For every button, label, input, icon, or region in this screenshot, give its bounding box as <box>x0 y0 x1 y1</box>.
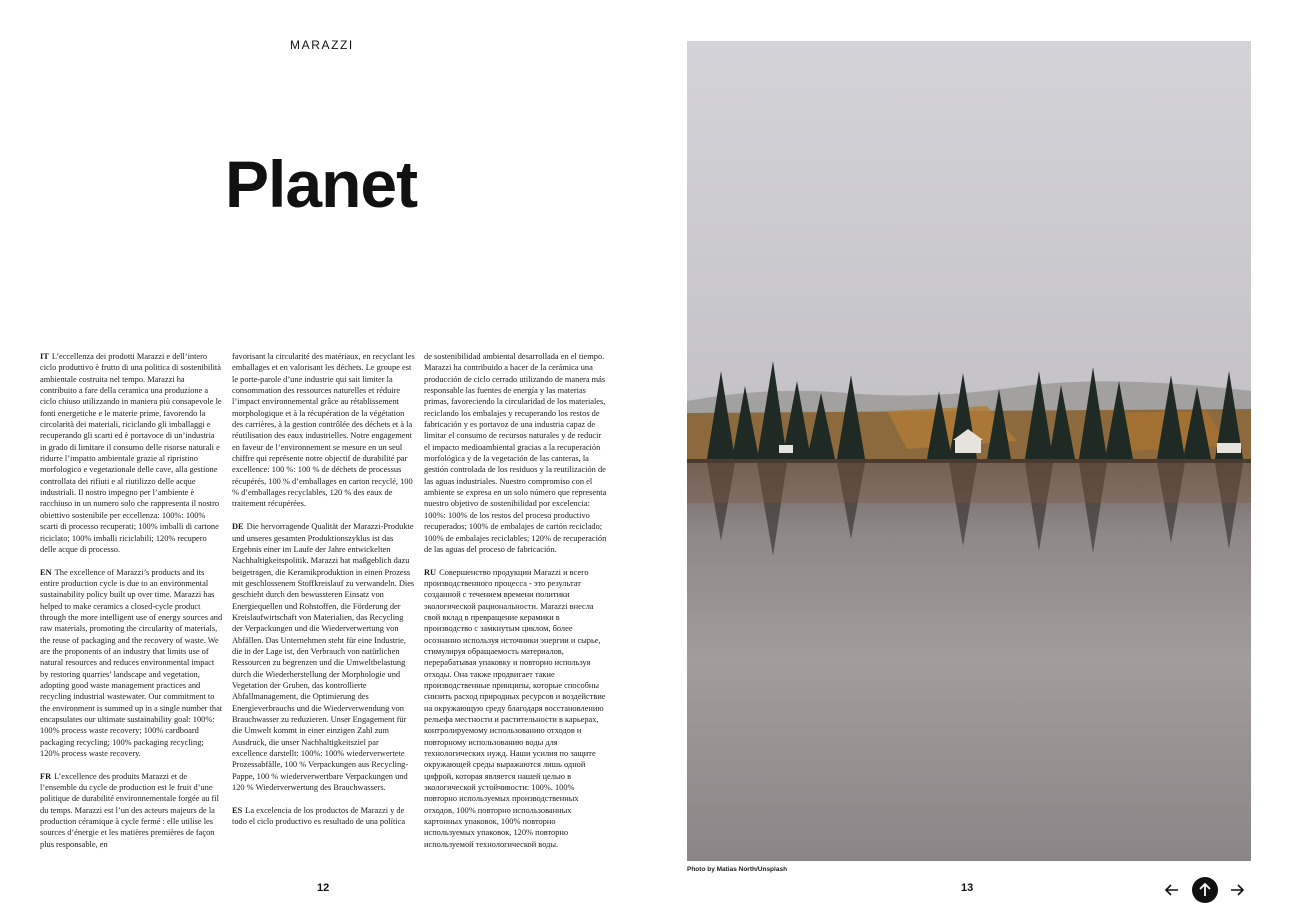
text-column-3 <box>424 351 607 866</box>
paragraph-text: Die hervorragende Qualität der Marazzi-Produkte und unseres gesamten Produktionszyklus ist das Ergebnis einer im Laufe der Jahre entwickelten Nachhaltigkeitspolitik. Marazzi hat maßgeblich dazu beigetragen, die Keramikproduktion in einen Prozess mit geschlossenem Stoffkreislauf zu verwandeln. Dies geschieht durch den bewussteren Einsatz von Energiequellen und Rohstoffen, die Förderung der Kreislaufwirtschaft von Materialien, das Recycling der Verpackungen und die Wiederverwertung von Abfällen. Das Unternehmen steht für eine Industrie, die in der Lage ist, den Verbrauch von natürlichen Ressourcen zu begrenzen und die Umweltbelastung durch die Wiederherstellung der Morphologie und Vegetation der Gruben, das kontrollierte Abfallmanagement, die Optimierung des Energieverbrauchs und die Wiederverwendung von Brauchwasser zu reduzieren. Unser Engagement für die Umwelt kommt in einer einzigen Zahl zum Ausdruck, die unser Nachhaltigkeitsziel par excellence darstellt: 100%: 100% wiederverwertete Prozessabfälle, 100 % Verpackungen aus Recycling-Pappe, 100 % wiederverwertbare Verpackungen und 120 % Wiederverwertung des Brauchwassers. <box>232 522 415 793</box>
language-tag: DE <box>232 522 244 532</box>
arrow-left-icon <box>1165 884 1179 896</box>
paragraph-text: L’excellence des produits Marazzi et de l’ensemble du cycle de production est le fruit d’une politique de durabilité environnementale forgée au fil du temps. Marazzi est l’un des acteurs majeurs de la production céramique à cycle fermé : elle utilise les sources d’énergie et les matières premières de façon plus responsable, en <box>40 771 219 849</box>
paragraph-fr <box>40 771 223 850</box>
text-column-1 <box>40 351 223 866</box>
page-number-right: 13 <box>961 882 974 894</box>
paragraph-fr-continued <box>232 351 415 510</box>
paragraph-text: favorisant la circularité des matériaux, en recyclant les emballages et en valorisant les déchets. Le groupe est le porte-parole d’une industrie qui sait limiter la consommation des ressources naturelles et réduire l’impact environnemental grâce au rétablissement morphologique et à la récupération de la végétation des carrières, à la gestion contrôlée des déchets et à la réutilisation des eaux industrielles. Notre engagement en faveur de l’environnement se mesure en un seul chiffre qui représente notre objectif de durabilité par excellence: 100 %: 100 % de déchets de processus récupérés, 100 % d’emballages en carton recyclé, 100 % d’emballages recyclables, 120 % des eaux de traitement récupérées. <box>232 352 415 509</box>
brand-logo: MARAZZI <box>290 38 354 52</box>
paragraph-it <box>40 351 223 555</box>
lake-landscape-image <box>687 41 1251 861</box>
paragraph-en <box>40 567 223 760</box>
next-page-button[interactable] <box>1224 877 1250 903</box>
text-column-2 <box>232 351 415 866</box>
paragraph-text: La excelencia de los productos de Marazzi y de todo el ciclo productivo es resultado de una política <box>232 805 406 827</box>
paragraph-text: Совершенство продукции Marazzi и всего производственного процесса - это результат созданной с течением времени политики экологической рациональности. Marazzi внесла свой вклад в превращение керамики в производство с замкнутым циклом, более осознанно используя источники энергии и сырье, стимулируя обращаемость материалов, перерабатывая упаковку и повторно используя отходы. Она также продвигает такие производственные принципы, которые способны снизить расход природных ресурсов и воздействие на окружающую среду благодаря восстановлению рельефа местности и растительности в карьерах, контролируемому использованию отходов и повторному использованию воды для технологических нужд. Наши усилия по защите окружающей среды выражаются лишь одной цифрой, которая является нашей целью в экологической устойчивости: 100%. 100% повторно используемых производственных отходов, 100% повторно использованных картонных упаковок, 100% повторно используемых упаковок, 120% повторно используемой технологической воды. <box>424 567 606 849</box>
paragraph-ru <box>424 567 607 851</box>
page-title: Planet <box>225 147 418 221</box>
paragraph-text: de sostenibilidad ambiental desarrollada en el tiempo. Marazzi ha contribuido a hacer de la cerámica una producción de ciclo cerrado utilizando de manera más responsable las fuentes de energía y las materias primas, favoreciendo la circularidad de los materiales, reciclando los embalajes y recuperando los restos de fabricación y es portavoz de una industria capaz de limitar el consumo de recursos naturales y de reducir el impacto medioambiental gracias a la recuperación morfológica y de la vegetación de las canteras, la gestión controlada de los residuos y la reutilización de las aguas industriales. Nuestro compromiso con el ambiente se expresa en un solo número que representa nuestro objetivo de sostenibilidad por excelencia: 100%: 100% de los restos del proceso productivo recuperados; 100% de embalajes de cartón reciclado; 100% de embalajes reciclables; 120% de recuperación de las aguas del proceso de fabricación. <box>424 352 607 554</box>
back-to-top-button[interactable] <box>1192 877 1218 903</box>
arrow-right-icon <box>1230 884 1244 896</box>
paragraph-text: L’eccellenza dei prodotti Marazzi e dell’intero ciclo produttivo è frutto di una politica di sostenibilità ambientale costruita nel tempo. Marazzi ha contribuito a fare della ceramica una produzione a ciclo chiuso utilizzando in maniera più consapevole le fonti energetiche e le materie prime, favorendo la circolarità dei materiali, riciclando gli imballaggi e recuperando gli scarti ed è portavoce di un’industria in grado di limitare il consumo delle risorse naturali e ridurre l’impatto ambientale grazie al ripristino morfologico e vegetazionale delle cave, alla gestione controllata dei rifiuti e al riutilizzo delle acque industriali. Il nostro impegno per l’ambiente è racchiuso in un numero solo che rappresenta il nostro obiettivo sostenibile per eccellenza: 100%: 100% scarti di processo recuperati; 100% imballi di cartone riciclato; 100% imballi riciclabili; 120% recupero delle acque di processo. <box>40 352 222 554</box>
paragraph-es <box>232 805 415 828</box>
photo-credit: Photo by Matias North/Unsplash <box>687 866 788 873</box>
lake-photo <box>687 41 1251 861</box>
language-tag: EN <box>40 567 52 577</box>
language-tag: ES <box>232 805 243 815</box>
language-tag: IT <box>40 352 49 361</box>
arrow-up-icon <box>1199 883 1211 897</box>
previous-page-button[interactable] <box>1159 877 1185 903</box>
paragraph-de <box>232 521 415 793</box>
paragraph-es-continued <box>424 351 607 555</box>
language-tag: FR <box>40 771 52 781</box>
language-tag: RU <box>424 567 437 577</box>
page-number-left: 12 <box>317 882 330 894</box>
paragraph-text: The excellence of Marazzi’s products and its entire production cycle is due to an environmental sustainability policy built up over time. Marazzi has helped to make ceramics a closed-cycle product through the more intelligent use of energy sources and raw materials, promoting the circularity of materials, the reuse of packaging and the recovery of waste. We are the proponents of an industry that limits use of natural resources and reduces environmental impact by restoring quarries’ landscape and vegetation, adopting good waste management practices and recycling industrial wastewater. Our commitment to the environment is summed up in a single number that encapsulates our ultimate sustainability goal: 100%: 100% process waste recovery; 100% cardboard packaging recycling; 100% packaging recycling; 120% process waste recovery. <box>40 567 223 759</box>
